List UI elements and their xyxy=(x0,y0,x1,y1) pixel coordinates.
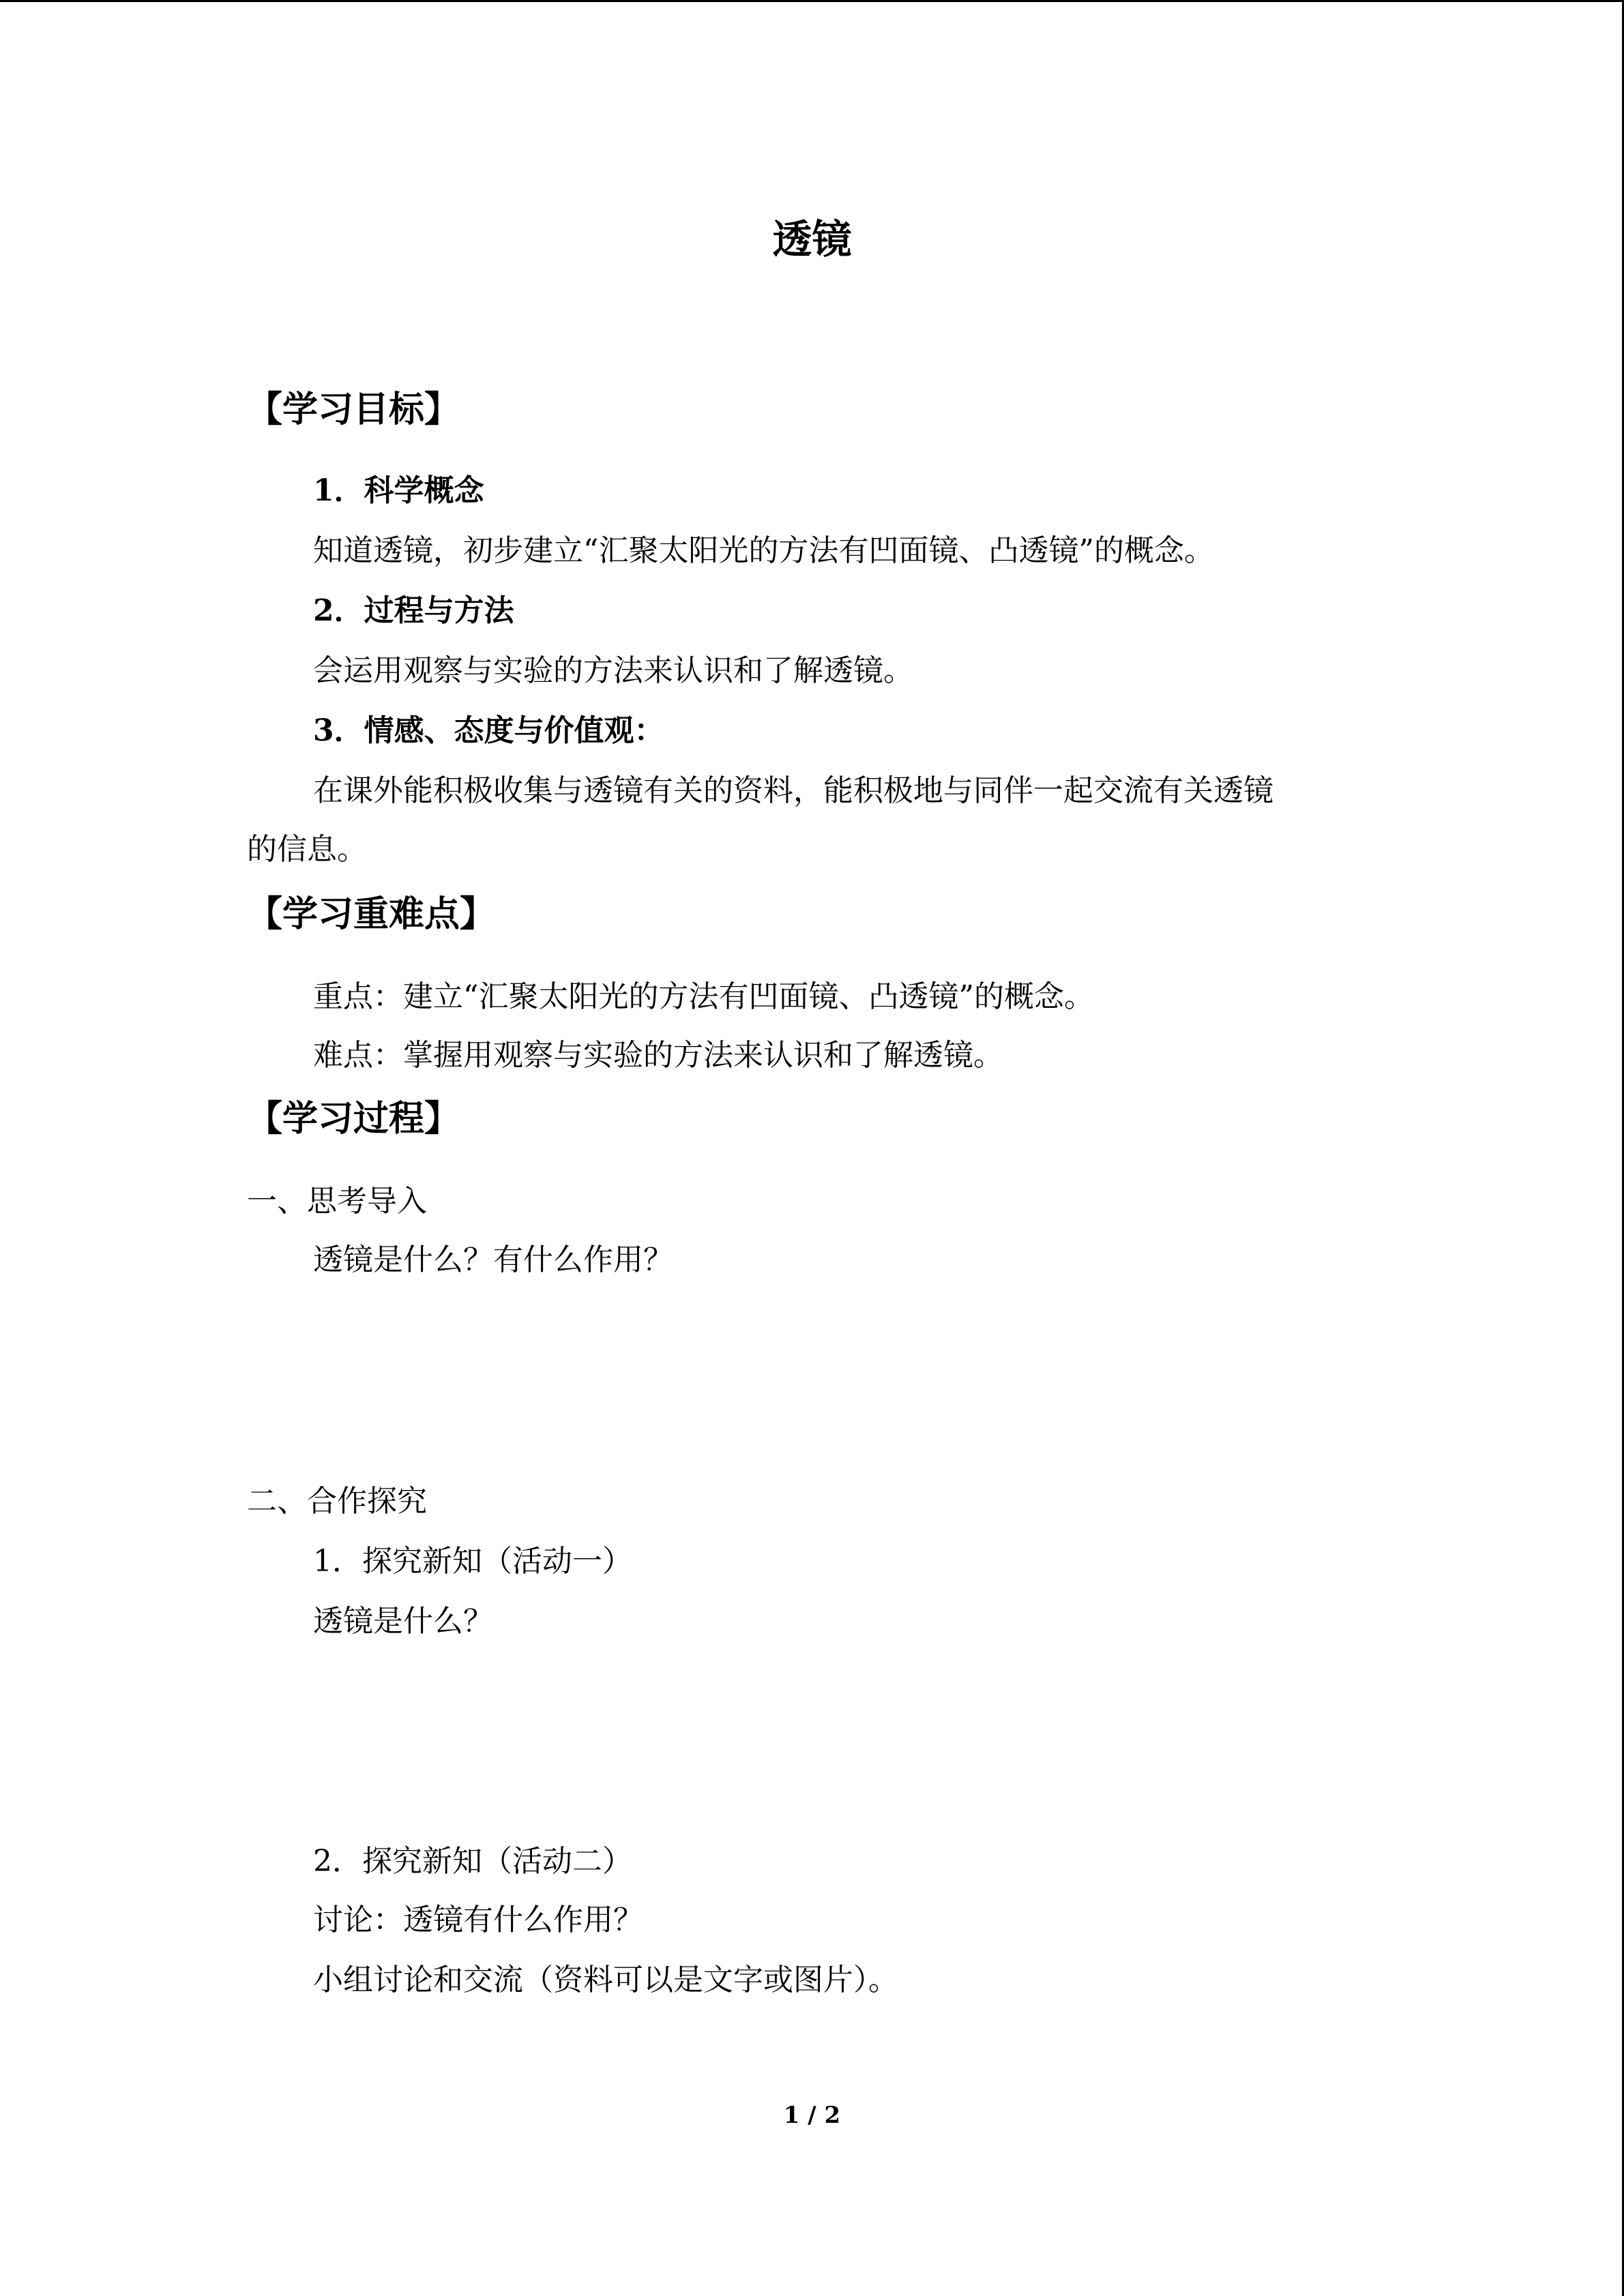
activity-1-question: 透镜是什么？ xyxy=(313,1604,493,1639)
objective-2-text: 会运用观察与实验的方法来认识和了解透镜。 xyxy=(313,653,913,688)
key-point-focus: 重点：建立“汇聚太阳光的方法有凹面镜、凸透镜”的概念。 xyxy=(313,979,1094,1014)
key-point-difficulty: 难点：掌握用观察与实验的方法来认识和了解透镜。 xyxy=(313,1038,1003,1073)
activity-1-title: 1．探究新知（活动一） xyxy=(313,1544,632,1579)
section-heading-process: 【学习过程】 xyxy=(247,1098,460,1139)
section-heading-objectives: 【学习目标】 xyxy=(247,389,460,430)
process-part1-question: 透镜是什么？有什么作用？ xyxy=(313,1242,673,1277)
activity-2-title: 2．探究新知（活动二） xyxy=(313,1844,632,1879)
objective-1-title: 1．科学概念 xyxy=(313,473,484,508)
objective-1-text: 知道透镜，初步建立“汇聚太阳光的方法有凹面镜、凸透镜”的概念。 xyxy=(313,533,1214,568)
page-number: 1 / 2 xyxy=(783,2102,841,2129)
objective-3-text-line2: 的信息。 xyxy=(247,832,367,867)
objective-3-text-line1: 在课外能积极收集与透镜有关的资料，能积极地与同伴一起交流有关透镜 xyxy=(313,773,1273,808)
process-part2-title: 二、合作探究 xyxy=(247,1484,427,1519)
process-part1-title: 一、思考导入 xyxy=(247,1184,427,1219)
section-heading-key-points: 【学习重难点】 xyxy=(247,893,496,935)
document-title: 透镜 xyxy=(772,216,852,263)
objective-2-title: 2．过程与方法 xyxy=(313,593,514,628)
activity-2-group: 小组讨论和交流（资料可以是文字或图片）。 xyxy=(313,1963,898,1997)
objective-3-title: 3．情感、态度与价值观： xyxy=(313,713,664,748)
activity-2-discussion: 讨论：透镜有什么作用？ xyxy=(313,1903,643,1937)
